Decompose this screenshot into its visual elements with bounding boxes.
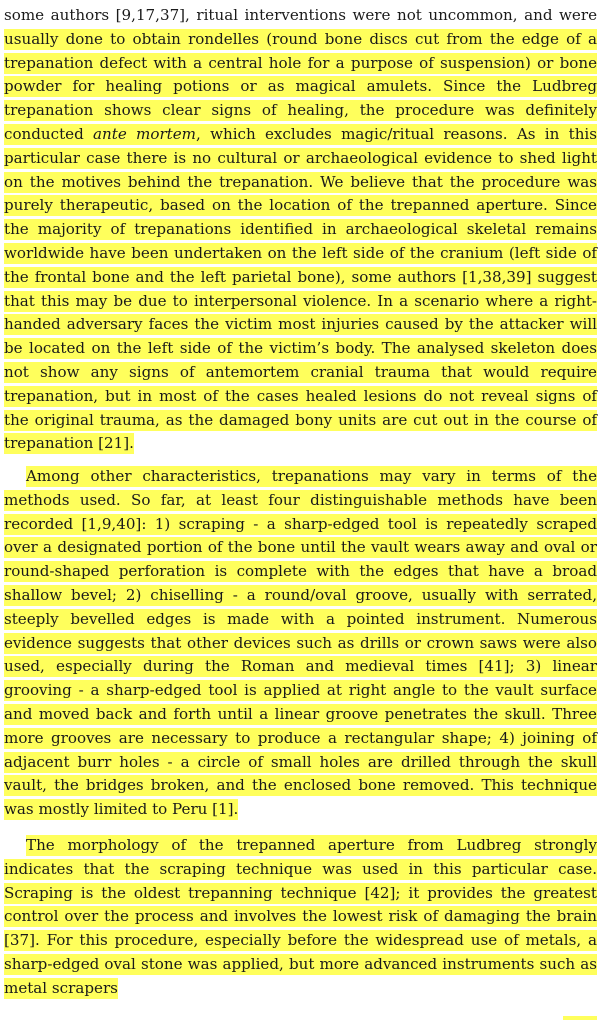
paragraph-1 <box>4 4 597 456</box>
paragraph-2 <box>4 465 597 822</box>
paragraph-2-highlighted-text: Among other characteristics, trepanations may vary in terms of the methods used. So far, at least four distinguishable methods have been recorded [1,9,40]: 1) scraping - a sharp-edged tool is repeatedly scraped over a designated portion of the bone until the vault wears away and oval or round-shaped perforation is complete with the edges that have a broad shallow bevel; 2) chiselling - a round/oval groove, usually with serrated, steeply bevelled edges is made with a pointed instrument. Numerous evidence suggests that other devices such as drills or crown saws were also used, especially during the Roman and medieval times [41]; 3) linear grooving - a sharp-edged tool is applied at right angle to the vault surface and moved back and forth until a linear groove penetrates the skull. Three more grooves are necessary to produce a rectangular shape; 4) joining of adjacent burr holes - a circle of small holes are drilled through the skull vault, the bridges broken, and the enclosed bone removed. This technique was mostly limited to Peru [1]. <box>4 467 597 819</box>
paragraph-1-italic-term: ante mortem <box>93 124 196 143</box>
paragraph-1-text-part-2: , which excludes magic/ritual reasons. As in this particular case there is no cultural or archaeological evidence to shed light on the motives behind the trepanation. We believe that the procedure was purely therapeutic, based on the location of the trepanned aperture. Since the majority of trepanations identified in archaeological skeletal remains worldwide have been undertaken on the left side of the cranium (left side of the frontal bone and the left parietal bone), some authors [1,38,39] suggest that this may be due to interpersonal violence. In a scenario where a right-handed adversary faces the victim most injuries caused by the attacker will be located on the left side of the victim’s body. The analysed skeleton does not show any signs of antemortem cranial trauma that would require trepanation, but in most of the cases healed lesions do not reveal signs of the original trauma, as the damaged bony units are cut out in the course of trepanation [21]. <box>4 124 597 453</box>
paragraph-1-lead-text: some authors [9,17,37], ritual interventions were not uncommon, and were <box>4 6 597 24</box>
paragraph-1-text-part-1: usually done to obtain rondelles (round bone discs cut from the edge of a trepanation defect with a central hole for a purpose of suspension) or bone powder for healing potions or as magical amulets. Since the Ludbreg trepanation shows clear signs of healing, the procedure was definitely conducted <box>4 29 597 143</box>
highlight-fragment-mark <box>563 1016 597 1020</box>
paragraph-3 <box>4 834 597 1001</box>
paragraph-3-highlighted-text: The morphology of the trepanned aperture from Ludbreg strongly indicates that the scraping technique was used in this particular case. Scraping is the oldest trepanning technique [42]; it provides the greatest control over the process and involves the lowest risk of damaging the brain [37]. For this procedure, especially before the widespread use of metals, a sharp-edged oval stone was applied, but more advanced instruments such as metal scrapers <box>4 836 597 997</box>
paragraph-1-highlighted-text <box>4 29 597 455</box>
